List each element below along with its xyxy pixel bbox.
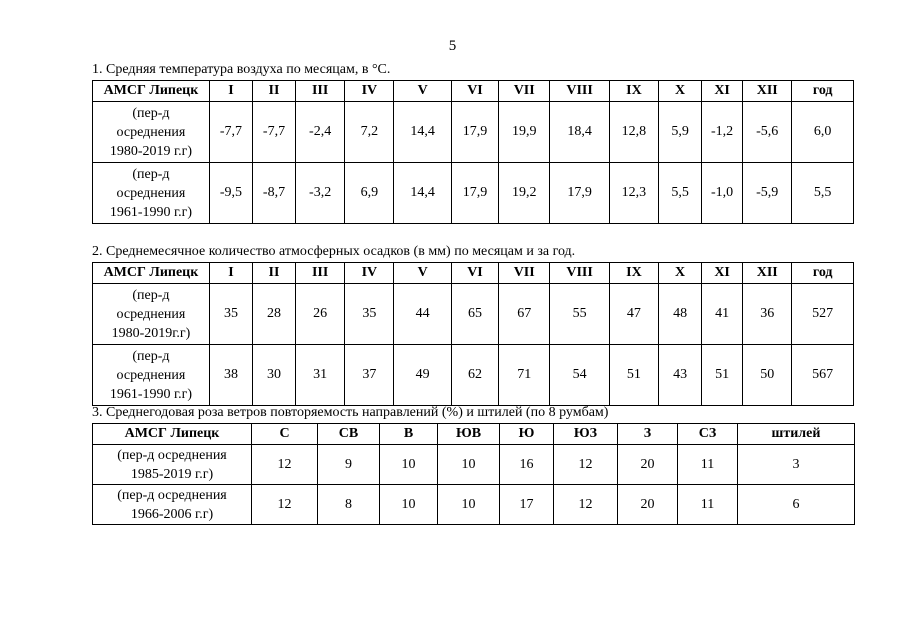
value-cell: 12,8 [609, 102, 658, 163]
period-label-line: осреднения [116, 124, 186, 140]
period-label-cell [93, 485, 252, 525]
value-cell: 7,2 [345, 102, 394, 163]
table3-caption: 3. Среднегодовая роза ветров повторяемость направлений (%) и штилей (по 8 румбам) [92, 405, 609, 420]
value-cell: 35 [345, 284, 394, 345]
header-cell: Ю [500, 424, 554, 445]
header-cell: З [618, 424, 678, 445]
value-cell: 14,4 [394, 102, 451, 163]
header-cell: IV [345, 81, 394, 102]
header-cell: XI [702, 263, 743, 284]
header-cell: СВ [318, 424, 380, 445]
header-cell: IX [609, 81, 658, 102]
table-header-row [93, 263, 854, 284]
value-cell: 50 [743, 345, 792, 406]
value-cell: 14,4 [394, 163, 451, 224]
value-cell: 12 [554, 445, 618, 485]
value-cell: 16 [500, 445, 554, 485]
header-cell: ЮЗ [554, 424, 618, 445]
value-cell: 20 [618, 485, 678, 525]
value-cell: 67 [499, 284, 550, 345]
precipitation-table [92, 262, 854, 406]
value-cell: 10 [380, 485, 438, 525]
value-cell: 5,9 [659, 102, 702, 163]
table1-caption: 1. Средняя температура воздуха по месяцам, в °С. [92, 62, 391, 77]
header-cell: VIII [550, 263, 609, 284]
header-cell: VI [451, 263, 498, 284]
wind-rose-table [92, 423, 855, 525]
value-cell: 48 [659, 284, 702, 345]
value-cell: 527 [792, 284, 854, 345]
header-cell: V [394, 263, 451, 284]
value-cell: 12,3 [609, 163, 658, 224]
value-cell: 17 [500, 485, 554, 525]
value-cell: 9 [318, 445, 380, 485]
value-cell: -8,7 [252, 163, 295, 224]
header-cell: II [252, 81, 295, 102]
value-cell: 35 [209, 284, 252, 345]
value-cell: -1,0 [702, 163, 743, 224]
value-cell: 26 [296, 284, 345, 345]
period-label-line: 1961-1990 г.г) [109, 386, 193, 402]
value-cell: 12 [252, 485, 318, 525]
header-cell: АМСГ Липецк [93, 81, 210, 102]
table-header-row [93, 81, 854, 102]
header-cell: X [659, 81, 702, 102]
header-cell: VIII [550, 81, 609, 102]
value-cell: 62 [451, 345, 498, 406]
value-cell: 10 [438, 485, 500, 525]
table-row [93, 345, 854, 406]
value-cell: 30 [252, 345, 295, 406]
table-row [93, 485, 855, 525]
period-label-cell [93, 284, 210, 345]
period-label-line: (пер-д [132, 166, 170, 182]
value-cell: 6 [738, 485, 855, 525]
header-cell: I [209, 263, 252, 284]
header-cell: VI [451, 81, 498, 102]
header-cell: V [394, 81, 451, 102]
header-cell: СЗ [678, 424, 738, 445]
value-cell: 51 [609, 345, 658, 406]
header-cell: VII [499, 263, 550, 284]
value-cell: 65 [451, 284, 498, 345]
table-row [93, 102, 854, 163]
value-cell: 17,9 [451, 102, 498, 163]
header-cell: I [209, 81, 252, 102]
header-cell: VII [499, 81, 550, 102]
period-label-line: осреднения [116, 367, 186, 383]
value-cell: 12 [554, 485, 618, 525]
period-label-line: 1966-2006 г.г) [130, 506, 214, 522]
table-row [93, 445, 855, 485]
period-label-line: 1980-2019 г.г) [109, 143, 193, 159]
header-cell: XI [702, 81, 743, 102]
period-label-line: (пер-д осреднения [117, 487, 227, 503]
temperature-table [92, 80, 854, 224]
value-cell: 31 [296, 345, 345, 406]
value-cell: 51 [702, 345, 743, 406]
value-cell: 17,9 [550, 163, 609, 224]
value-cell: 19,9 [499, 102, 550, 163]
value-cell: 12 [252, 445, 318, 485]
value-cell: -1,2 [702, 102, 743, 163]
value-cell: -2,4 [296, 102, 345, 163]
header-cell: IV [345, 263, 394, 284]
value-cell: 17,9 [451, 163, 498, 224]
header-cell: ЮВ [438, 424, 500, 445]
header-cell: III [296, 263, 345, 284]
value-cell: 49 [394, 345, 451, 406]
value-cell: 8 [318, 485, 380, 525]
header-cell: В [380, 424, 438, 445]
value-cell: 44 [394, 284, 451, 345]
period-label-cell [93, 102, 210, 163]
value-cell: 43 [659, 345, 702, 406]
value-cell: 38 [209, 345, 252, 406]
table2-caption: 2. Среднемесячное количество атмосферных осадков (в мм) по месяцам и за год. [92, 244, 576, 259]
header-cell: IX [609, 263, 658, 284]
header-cell: XII [743, 81, 792, 102]
header-cell: год [792, 81, 854, 102]
period-label-cell [93, 445, 252, 485]
header-cell: X [659, 263, 702, 284]
value-cell: 5,5 [659, 163, 702, 224]
period-label-line: (пер-д [132, 287, 170, 303]
header-cell: С [252, 424, 318, 445]
value-cell: 36 [743, 284, 792, 345]
value-cell: -7,7 [209, 102, 252, 163]
header-cell: АМСГ Липецк [93, 263, 210, 284]
header-cell: штилей [738, 424, 855, 445]
table-row [93, 284, 854, 345]
period-label-line: 1985-2019 г.г) [130, 466, 214, 482]
value-cell: 19,2 [499, 163, 550, 224]
header-cell: XII [743, 263, 792, 284]
value-cell: -5,6 [743, 102, 792, 163]
value-cell: 20 [618, 445, 678, 485]
period-label-cell [93, 163, 210, 224]
value-cell: 10 [438, 445, 500, 485]
period-label-line: (пер-д осреднения [117, 447, 227, 463]
value-cell: 11 [678, 485, 738, 525]
value-cell: 71 [499, 345, 550, 406]
value-cell: 37 [345, 345, 394, 406]
period-label-cell [93, 345, 210, 406]
value-cell: 6,0 [792, 102, 854, 163]
header-cell: год [792, 263, 854, 284]
table-header-row [93, 424, 855, 445]
header-cell: III [296, 81, 345, 102]
value-cell: 6,9 [345, 163, 394, 224]
value-cell: -3,2 [296, 163, 345, 224]
table-row [93, 163, 854, 224]
value-cell: -5,9 [743, 163, 792, 224]
period-label-line: (пер-д [132, 105, 170, 121]
value-cell: 47 [609, 284, 658, 345]
value-cell: 11 [678, 445, 738, 485]
value-cell: -9,5 [209, 163, 252, 224]
period-label-line: 1961-1990 г.г) [109, 204, 193, 220]
value-cell: 10 [380, 445, 438, 485]
period-label-line: осреднения [116, 306, 186, 322]
period-label-line: (пер-д [132, 348, 170, 364]
value-cell: 54 [550, 345, 609, 406]
value-cell: 28 [252, 284, 295, 345]
value-cell: 567 [792, 345, 854, 406]
value-cell: -7,7 [252, 102, 295, 163]
header-cell: АМСГ Липецк [93, 424, 252, 445]
period-label-line: осреднения [116, 185, 186, 201]
value-cell: 41 [702, 284, 743, 345]
value-cell: 18,4 [550, 102, 609, 163]
period-label-line: 1980-2019г.г) [111, 325, 191, 341]
value-cell: 55 [550, 284, 609, 345]
page-number: 5 [448, 38, 457, 54]
value-cell: 3 [738, 445, 855, 485]
header-cell: II [252, 263, 295, 284]
value-cell: 5,5 [792, 163, 854, 224]
